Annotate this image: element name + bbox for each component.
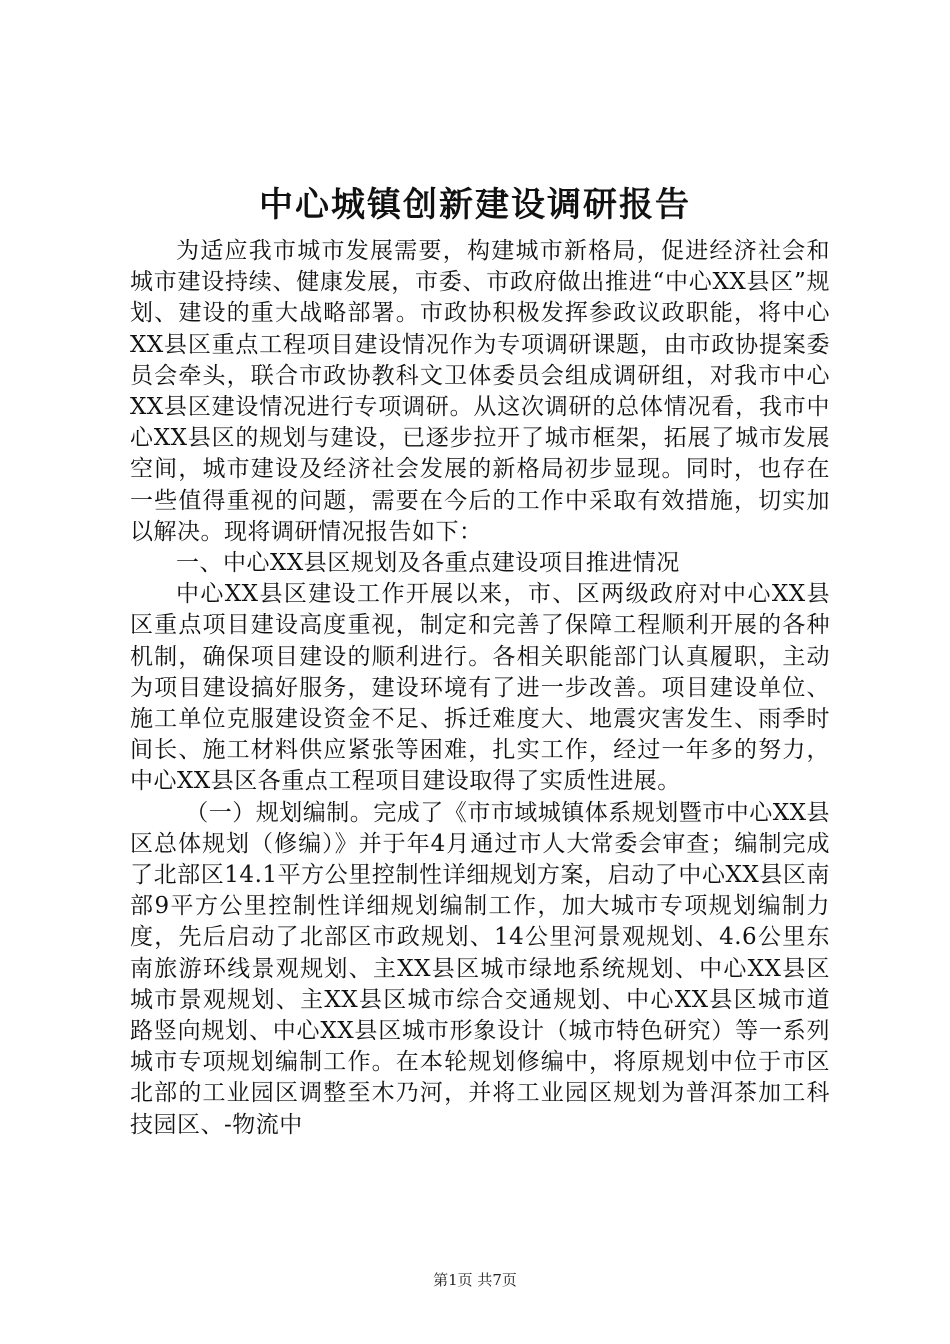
document-body xyxy=(130,236,830,1141)
paragraph-planning: （一）规划编制。完成了《市市域城镇体系规划暨市中心XX县区总体规划（修编）》并于年4月通过市人大常委会审查；编制完成了北部区14.1平方公里控制性详细规划方案，启动了中心XX县区南部9平方公里控制性详细规划编制工作，加大城市专项规划编制力度，先后启动了北部区市政规划、14公里河景观规划、4.6公里东南旅游环线景观规划、主XX县区城市绿地系统规划、中心XX县区城市景观规划、主XX县区城市综合交通规划、中心XX县区城市道路竖向规划、中心XX县区城市形象设计（城市特色研究）等一系列城市专项规划编制工作。在本轮规划修编中，将原规划中位于市区北部的工业园区调整至木乃河，并将工业园区规划为普洱茶加工科技园区、-物流中 xyxy=(130,799,830,1138)
page-footer: 第1页 共7页 xyxy=(433,1271,517,1289)
section-heading: 一、中心XX县区规划及各重点建设项目推进情况 xyxy=(176,550,680,577)
paragraph-intro: 为适应我市城市发展需要，构建城市新格局，促进经济社会和城市建设持续、健康发展，市委、市政府做出推进“中心XX县区”规划、建设的重大战略部署。市政协积极发挥参政议政职能，将中心XX县区重点工程项目建设情况作为专项调研课题，由市政协提案委员会牵头，联合市政协教科文卫体委员会组成调研组，对我市中心XX县区建设情况进行专项调研。从这次调研的总体情况看，我市中心XX县区的规划与建设，已逐步拉开了城市框架，拓展了城市发展空间，城市建设及经济社会发展的新格局初步显现。同时，也存在一些值得重视的问题，需要在今后的工作中采取有效措施，切实加以解决。现将调研情况报告如下： xyxy=(130,238,830,545)
paragraph-progress: 中心XX县区建设工作开展以来，市、区两级政府对中心XX县区重点项目建设高度重视，制定和完善了保障工程顺利开展的各种机制，确保项目建设的顺利进行。各相关职能部门认真履职，主动为项目建设搞好服务，建设环境有了进一步改善。项目建设单位、施工单位克服建设资金不足、拆迁难度大、地震灾害发生、雨季时间长、施工材料供应紧张等困难，扎实工作，经过一年多的努力，中心XX县区各重点工程项目建设取得了实质性进展。 xyxy=(130,581,830,795)
document-title: 中心城镇创新建设调研报告 xyxy=(259,185,691,225)
